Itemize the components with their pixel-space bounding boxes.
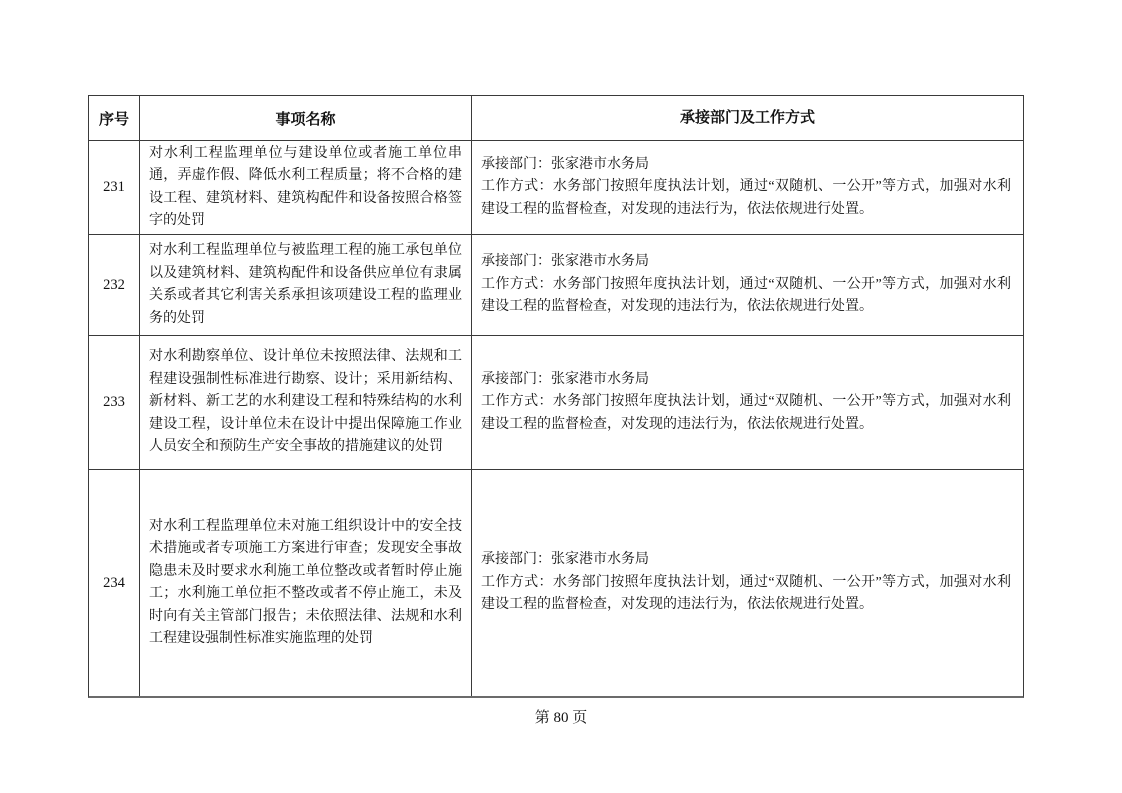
method-line: 工作方式：水务部门按照年度执法计划，通过“双随机、一公开”等方式，加强对水利建设工程的监督检查，对发现的违法行为，依法依规进行处置。 bbox=[481, 276, 1011, 315]
method-line: 工作方式：水务部门按照年度执法计划，通过“双随机、一公开”等方式，加强对水利建设工程的监督检查，对发现的违法行为，依法依规进行处置。 bbox=[481, 179, 1011, 217]
row-number: 231 bbox=[103, 179, 125, 195]
row-number: 233 bbox=[103, 394, 125, 410]
item-name-text: 对水利工程监理单位未对施工组织设计中的安全技术措施或者专项施工方案进行审查；发现安全事故隐患未及时要求水利施工单位整改或者暂时停止施工；水利施工单位拒不整改或者不停止施工，未及时向有关主管部门报告；未依照法律、法规和水利工程建设强制性标准实施监理的处罚 bbox=[149, 518, 462, 646]
table-row bbox=[89, 469, 1023, 696]
header-col-item: 事项名称 bbox=[139, 96, 471, 140]
item-name-cell bbox=[139, 235, 471, 335]
items-table bbox=[88, 95, 1024, 698]
item-name-text: 对水利勘察单位、设计单位未按照法律、法规和工程建设强制性标准进行勘察、设计；采用新结构、新材料、新工艺的水利建设工程和特殊结构的水利建设工程，设计单位未在设计中提出保障施工作业人员安全和预防生产安全事故的措施建议的处罚 bbox=[149, 349, 462, 455]
item-name-cell bbox=[139, 470, 471, 696]
table-row bbox=[89, 140, 1023, 234]
row-number: 234 bbox=[103, 574, 125, 591]
dept-line: 承接部门：张家港市水务局 bbox=[481, 552, 649, 568]
dept-line: 承接部门：张家港市水务局 bbox=[481, 371, 649, 387]
dept-method-cell bbox=[471, 235, 1023, 335]
method-line: 工作方式：水务部门按照年度执法计划，通过“双随机、一公开”等方式，加强对水利建设工程的监督检查，对发现的违法行为，依法依规进行处置。 bbox=[481, 574, 1011, 613]
dept-method-cell bbox=[471, 336, 1023, 469]
header-col-no: 序号 bbox=[98, 111, 129, 128]
method-line: 工作方式：水务部门按照年度执法计划，通过“双随机、一公开”等方式，加强对水利建设工程的监督检查，对发现的违法行为，依法依规进行处置。 bbox=[481, 394, 1011, 432]
table-row bbox=[89, 335, 1023, 469]
row-number: 232 bbox=[103, 276, 125, 293]
dept-line: 承接部门：张家港市水务局 bbox=[481, 254, 649, 270]
dept-method-cell bbox=[471, 141, 1023, 234]
item-name-cell bbox=[139, 141, 471, 234]
item-name-text: 对水利工程监理单位与建设单位或者施工单位串通，弄虚作假、降低水利工程质量；将不合格的建设工程、建筑材料、建筑构配件和设备按照合格签字的处罚 bbox=[149, 145, 462, 228]
dept-method-cell bbox=[471, 470, 1023, 696]
page-number: 第 80 页 bbox=[534, 710, 588, 726]
header-col-dept: 承接部门及工作方式 bbox=[471, 96, 1023, 140]
item-name-cell bbox=[139, 336, 471, 469]
table-row bbox=[89, 234, 1023, 335]
table-header-row bbox=[89, 96, 1023, 140]
dept-line: 承接部门：张家港市水务局 bbox=[481, 156, 649, 172]
item-name-text: 对水利工程监理单位与被监理工程的施工承包单位以及建筑材料、建筑构配件和设备供应单位有隶属关系或者其它利害关系承担该项建设工程的监理业务的处罚 bbox=[149, 243, 462, 326]
